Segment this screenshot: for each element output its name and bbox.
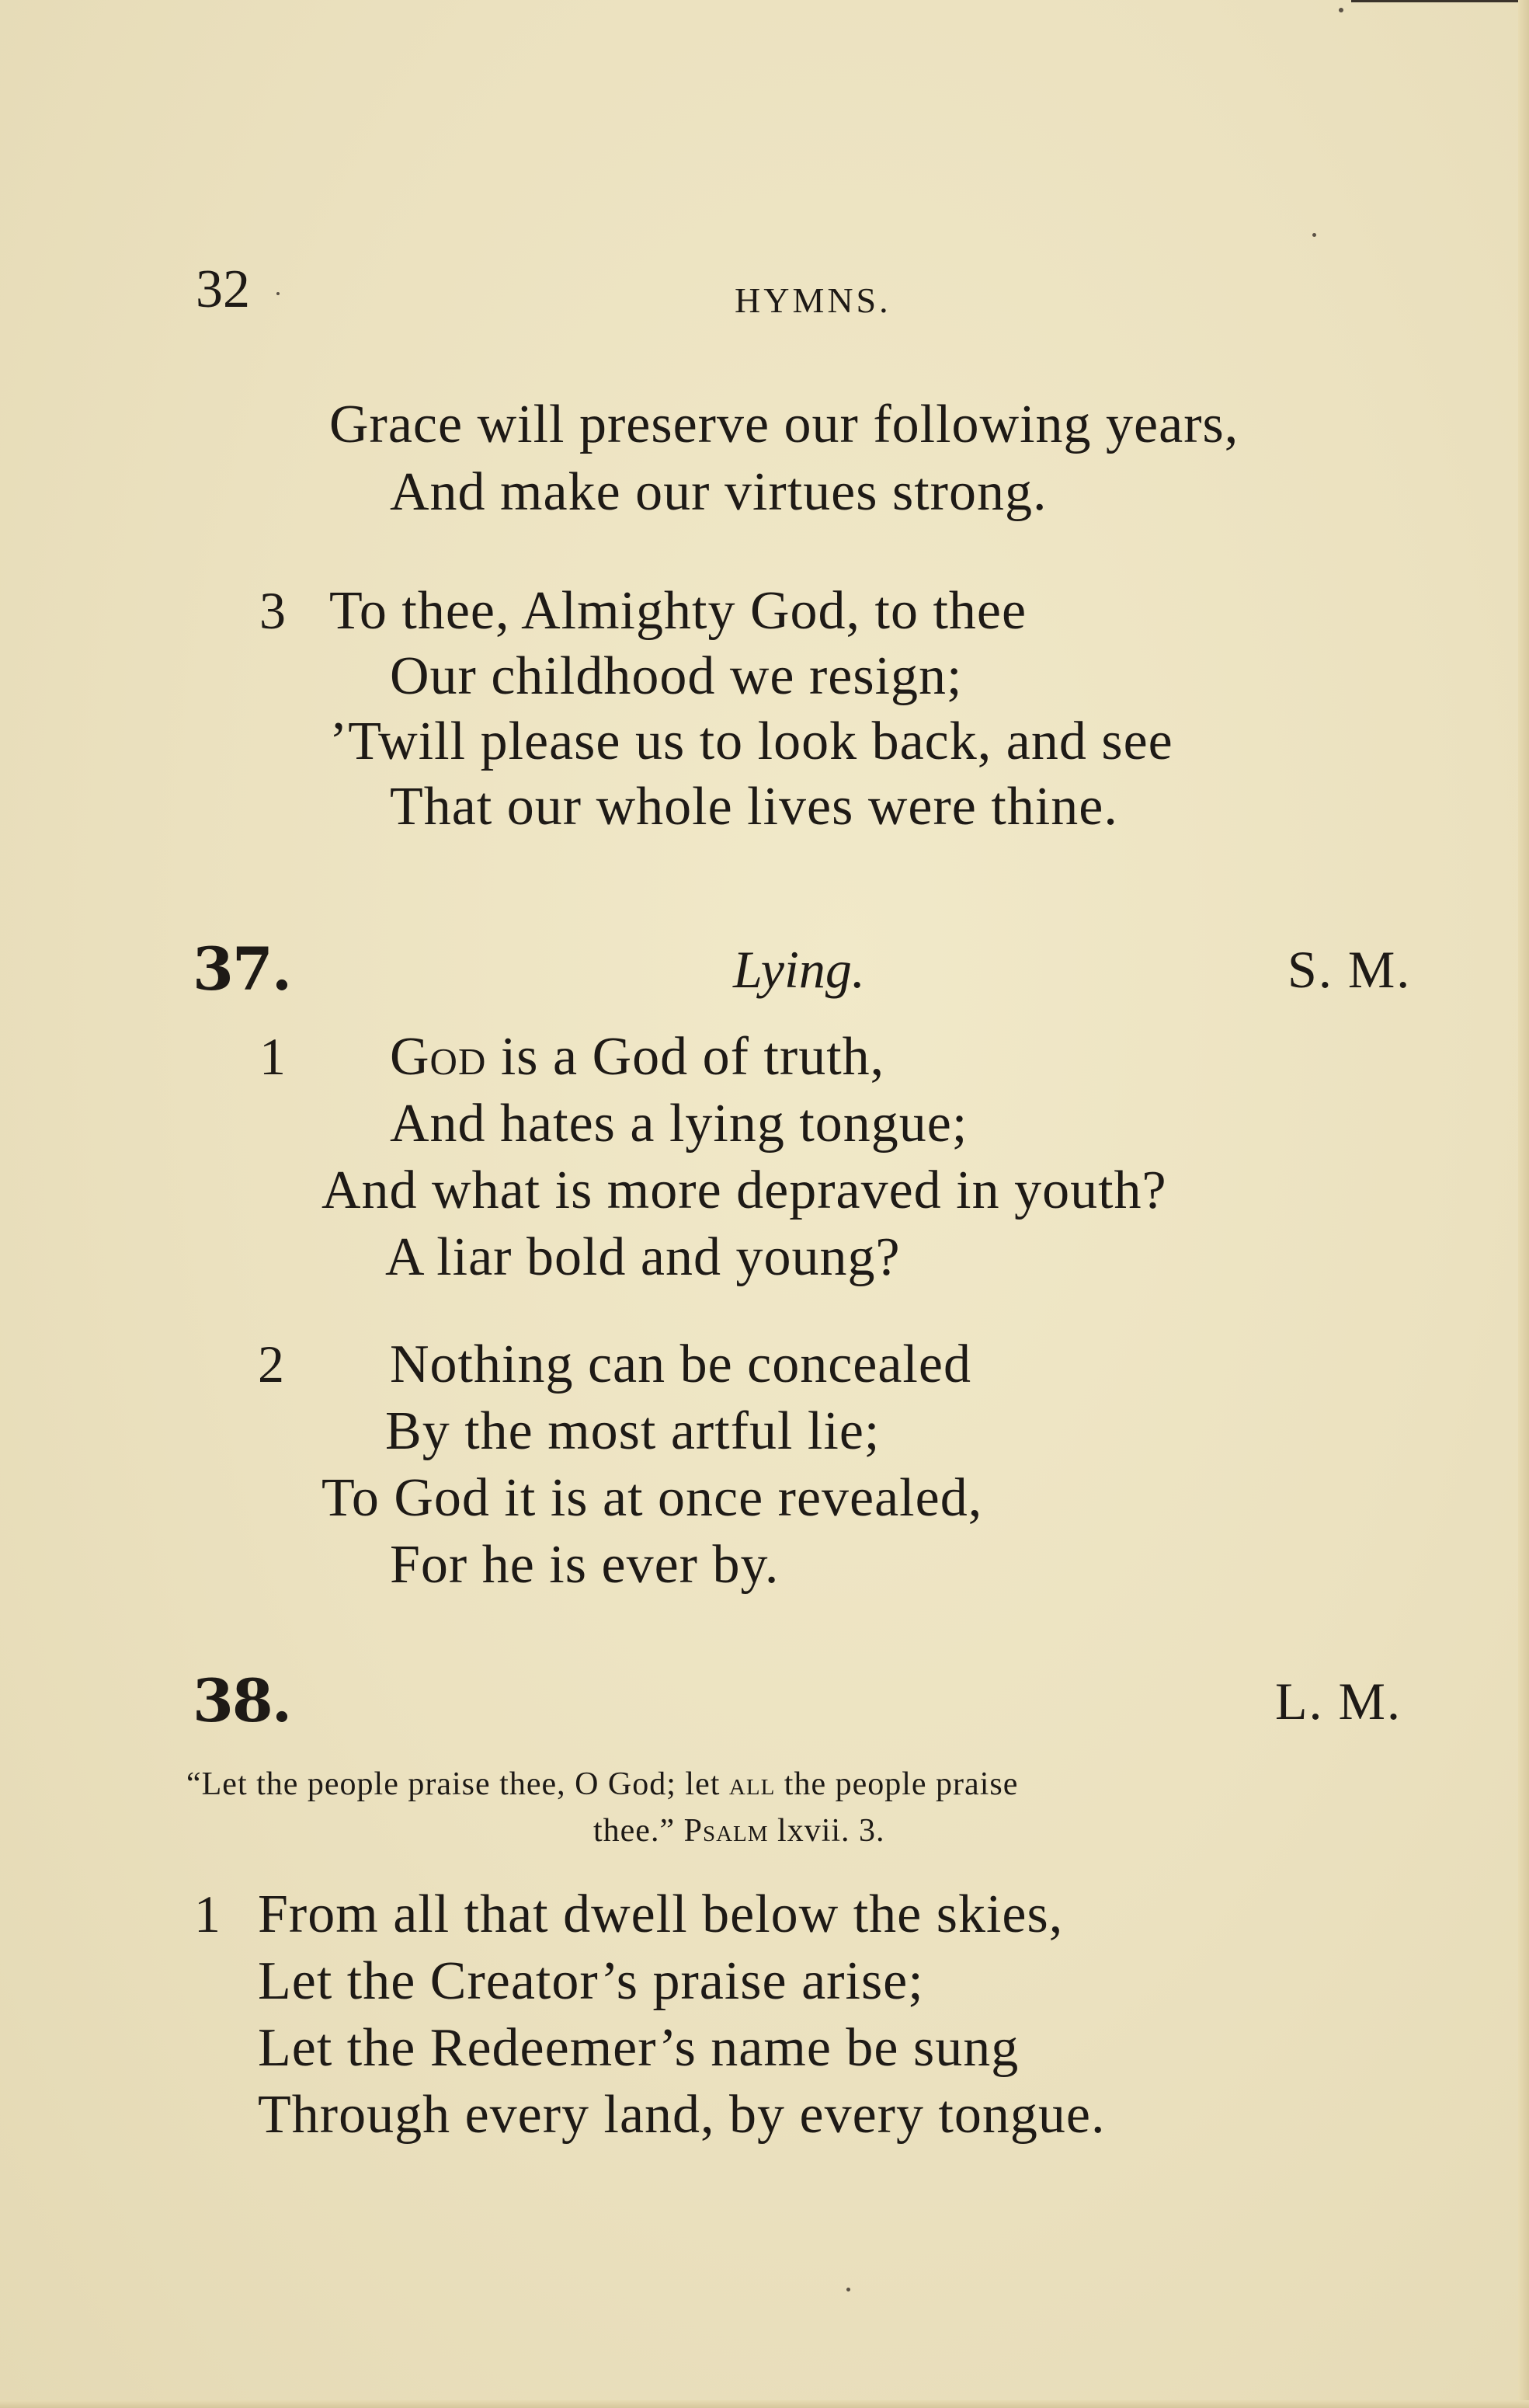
verse-line: Nothing can be concealed bbox=[390, 1334, 971, 1394]
running-title: HYMNS. bbox=[735, 280, 891, 320]
page-bottom-edge bbox=[0, 2400, 1529, 2408]
top-edge-rule bbox=[1351, 0, 1529, 2]
verse-line: And hates a lying tongue; bbox=[390, 1094, 968, 1154]
scripture-reference: lxvii. 3. bbox=[768, 1813, 885, 1849]
verse-line: By the most artful lie; bbox=[385, 1401, 881, 1461]
verse-line: And make our virtues strong. bbox=[390, 462, 1048, 522]
epigraph-emphasis: all bbox=[728, 1766, 776, 1802]
verse-line: Let the Redeemer’s name be sung bbox=[258, 2018, 1020, 2078]
stanza-number: 3 bbox=[259, 581, 286, 640]
epigraph-line bbox=[186, 1768, 1018, 1801]
epigraph-text: thee.” bbox=[593, 1813, 684, 1849]
verse-line: ’Twill please us to look back, and see bbox=[329, 712, 1173, 771]
paper-speck bbox=[276, 292, 280, 295]
paper-speck bbox=[1339, 8, 1343, 12]
hymn-meter: L. M. bbox=[1275, 1672, 1402, 1731]
hymn-title: Lying. bbox=[733, 940, 865, 999]
epigraph-text: the people praise bbox=[775, 1766, 1019, 1802]
paper-speck bbox=[1312, 233, 1316, 237]
verse-line-text: is a God of truth, bbox=[486, 1027, 885, 1087]
verse-line: To thee, Almighty God, to thee bbox=[329, 581, 1027, 641]
scripture-book: Psalm bbox=[683, 1813, 769, 1849]
verse-line bbox=[390, 1027, 885, 1087]
verse-line: From all that dwell below the skies, bbox=[258, 1884, 1064, 1944]
hymn-number: 37. bbox=[193, 934, 291, 1004]
page-right-edge bbox=[1518, 0, 1529, 2408]
verse-line: Through every land, by every tongue. bbox=[258, 2085, 1106, 2145]
stanza-number: 1 bbox=[194, 1884, 221, 1943]
stanza-number: 2 bbox=[258, 1334, 284, 1394]
verse-line: Grace will preserve our following years, bbox=[329, 395, 1239, 454]
divine-name: God bbox=[390, 1027, 487, 1087]
verse-line: Our childhood we resign; bbox=[390, 646, 963, 706]
stanza-number: 1 bbox=[259, 1027, 286, 1086]
paper-speck bbox=[846, 2288, 850, 2291]
verse-line: Let the Creator’s praise arise; bbox=[258, 1951, 924, 2011]
epigraph-text: “Let the people praise thee, O God; let bbox=[186, 1766, 729, 1802]
verse-line: That our whole lives were thine. bbox=[390, 777, 1118, 837]
hymn-meter: S. M. bbox=[1287, 940, 1412, 999]
hymn-number: 38. bbox=[193, 1666, 291, 1735]
verse-line: And what is more depraved in youth? bbox=[321, 1161, 1167, 1220]
verse-line: To God it is at once revealed, bbox=[321, 1468, 983, 1528]
epigraph-line bbox=[593, 1815, 885, 1847]
page-number: 32 bbox=[196, 259, 250, 319]
verse-line: For he is ever by. bbox=[390, 1535, 780, 1595]
verse-line: A liar bold and young? bbox=[385, 1227, 901, 1287]
